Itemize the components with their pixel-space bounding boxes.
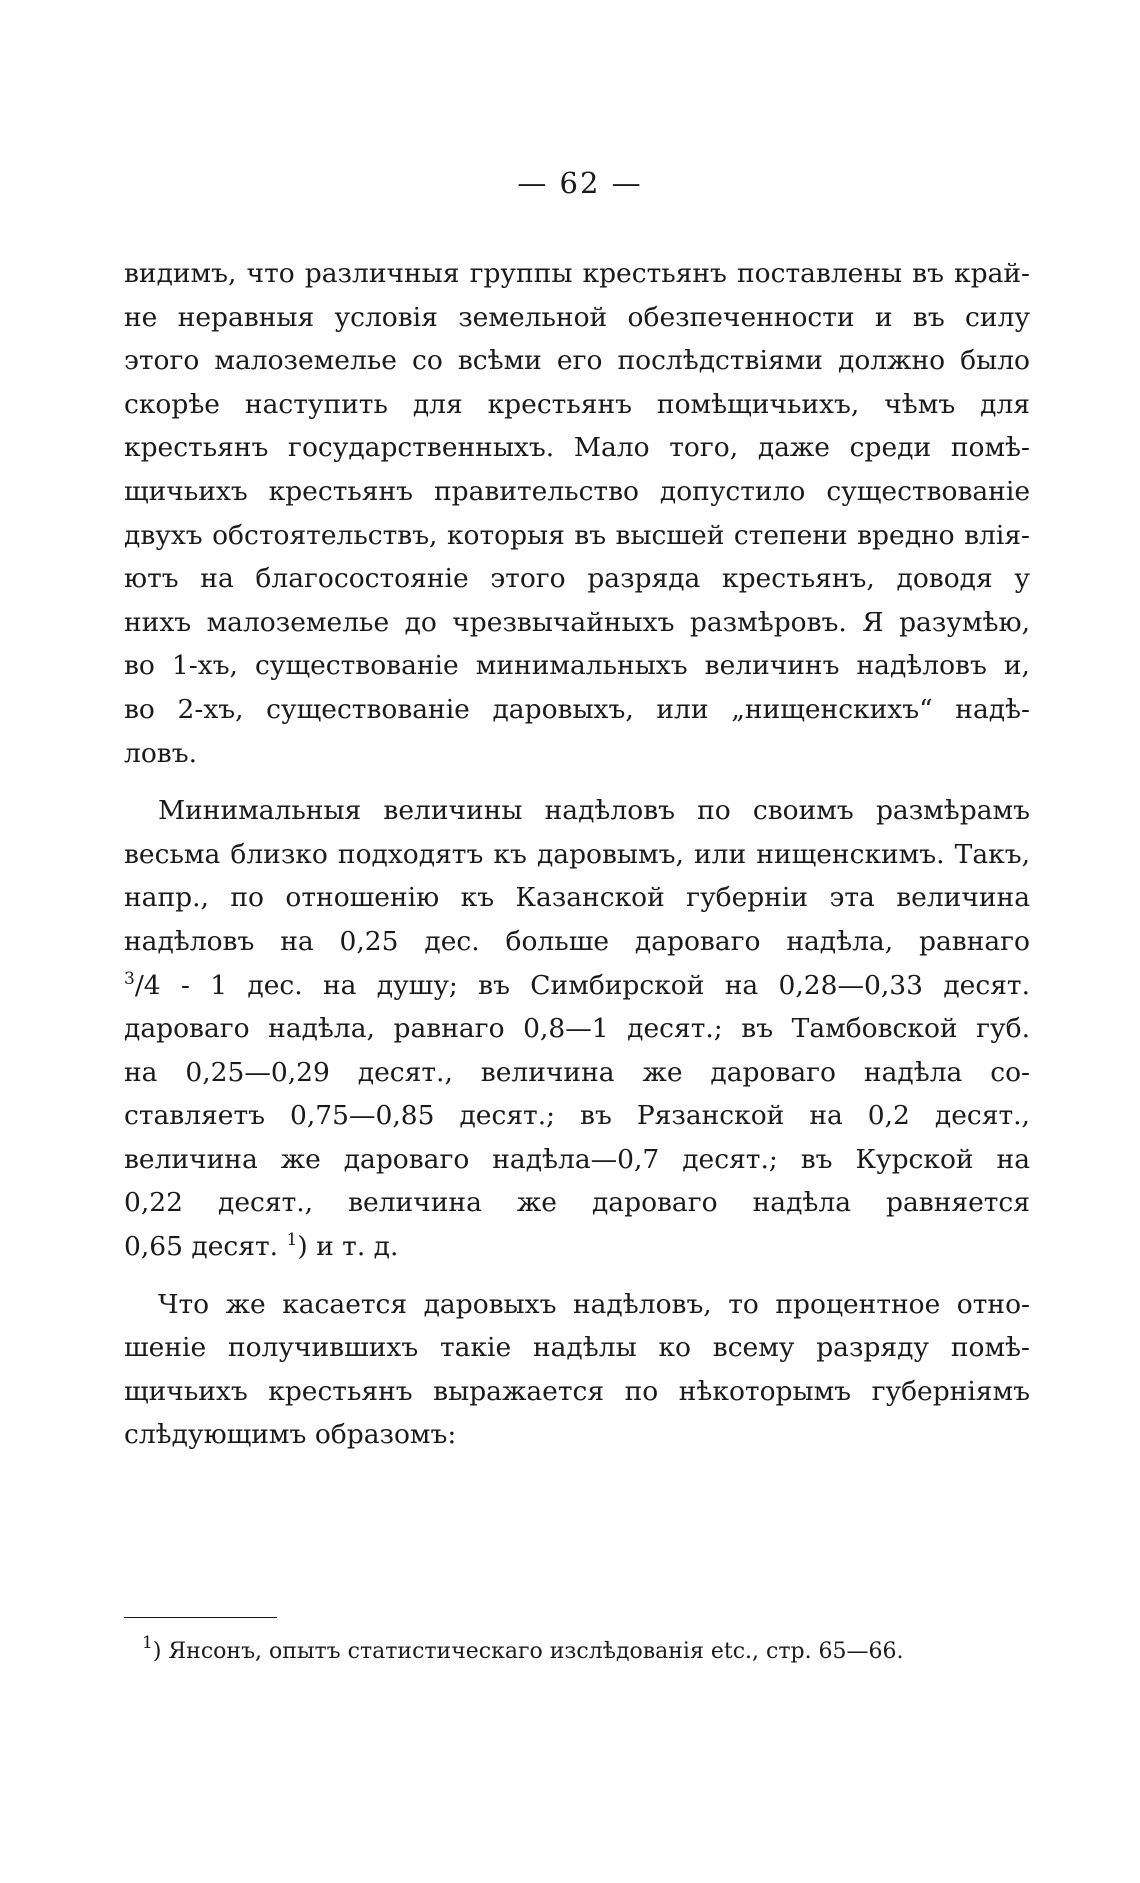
footnote-divider [124, 1617, 277, 1618]
text-line: щичьихъ крестьянъ выражается по нѣкоторымъ губерніямъ [124, 1375, 1030, 1407]
fraction-denominator: /4 [134, 969, 161, 1001]
text-line: слѣдующимъ образомъ: [124, 1419, 457, 1451]
text-line: Что же касается даровыхъ надѣловъ, то процентное отно- [158, 1288, 1030, 1320]
fraction-numerator: 3 [124, 968, 135, 989]
text-line: видимъ, что различныя группы крестьянъ поставлены въ край- [124, 258, 1030, 289]
text-line: ловъ. [124, 737, 197, 769]
text-line: весьма близко подходятъ къ даровымъ, или нищенскимъ. Такъ, [124, 838, 1030, 870]
text-line: щичьихъ крестьянъ правительство допустило существованіе [124, 475, 1030, 507]
body-text [124, 252, 1030, 1457]
text-line: напр., по отношенію къ Казанской губерніи эта величина [124, 882, 1030, 914]
text-line: скорѣе наступить для крестьянъ помѣщичьихъ, чѣмъ для [124, 388, 1030, 420]
line-text: 0,65 десят. [124, 1231, 287, 1263]
text-line: величина же дароваго надѣла—0,7 десят.; въ Курской на [124, 1143, 1030, 1175]
footnote-marker: 1 [286, 1230, 298, 1251]
paragraph-gap [124, 775, 1030, 789]
text-line: двухъ обстоятельствъ, которыя въ высшей степени вредно влія- [124, 519, 1030, 551]
text-line: во 1-хъ, существованіе минимальныхъ величинъ надѣловъ и, [124, 650, 1030, 682]
text-line: шеніе получившихъ такіе надѣлы ко всему разряду помѣ- [124, 1332, 1030, 1364]
fraction-line [124, 964, 1030, 1008]
text-line: нихъ малоземелье до чрезвычайныхъ размѣровъ. Я разумѣю, [124, 606, 1030, 638]
text-line: Минимальныя величины надѣловъ по своимъ размѣрамъ [158, 795, 1030, 827]
text-line: надѣловъ на 0,25 дес. больше дароваго надѣла, равнаго [124, 925, 1030, 957]
footnote-marker: 1 [142, 1633, 153, 1653]
fraction-line-text: - 1 дес. на душу; въ Симбирской на 0,28—0,33 десят. [160, 969, 1030, 1001]
text-line: дароваго надѣла, равнаго 0,8—1 десят.; въ Тамбовской губ. [124, 1013, 1030, 1045]
text-line: не неравныя условія земельной обезпеченности и въ силу [124, 301, 1030, 333]
text-line: во 2-хъ, существованіе даровыхъ, или „нищенскихъ“ надѣ- [124, 693, 1030, 725]
text-line: крестьянъ государственныхъ. Мало того, даже среди помѣ- [124, 432, 1030, 464]
text-line: 0,22 десят., величина же дароваго надѣла равняется [124, 1187, 1030, 1219]
text-line: ставляетъ 0,75—0,85 десят.; въ Рязанской на 0,2 десят., [124, 1100, 1030, 1132]
text-line: этого малоземелье со всѣми его послѣдствіями должно было [124, 345, 1030, 377]
paragraph-gap [124, 1269, 1030, 1283]
text-line: ютъ на благосостояніе этого разряда крестьянъ, доводя у [124, 563, 1030, 595]
text-line: на 0,25—0,29 десят., величина же дароваго надѣла со- [124, 1056, 1030, 1088]
page-number: — 62 — [517, 166, 643, 200]
footnote [142, 1633, 904, 1669]
footnote-text: ) Янсонъ, опытъ статистическаго изслѣдованія etc., стр. 65—66. [152, 1639, 904, 1664]
footnote-reference-line [124, 1225, 1030, 1269]
line-text: ) и т. д. [297, 1231, 399, 1263]
